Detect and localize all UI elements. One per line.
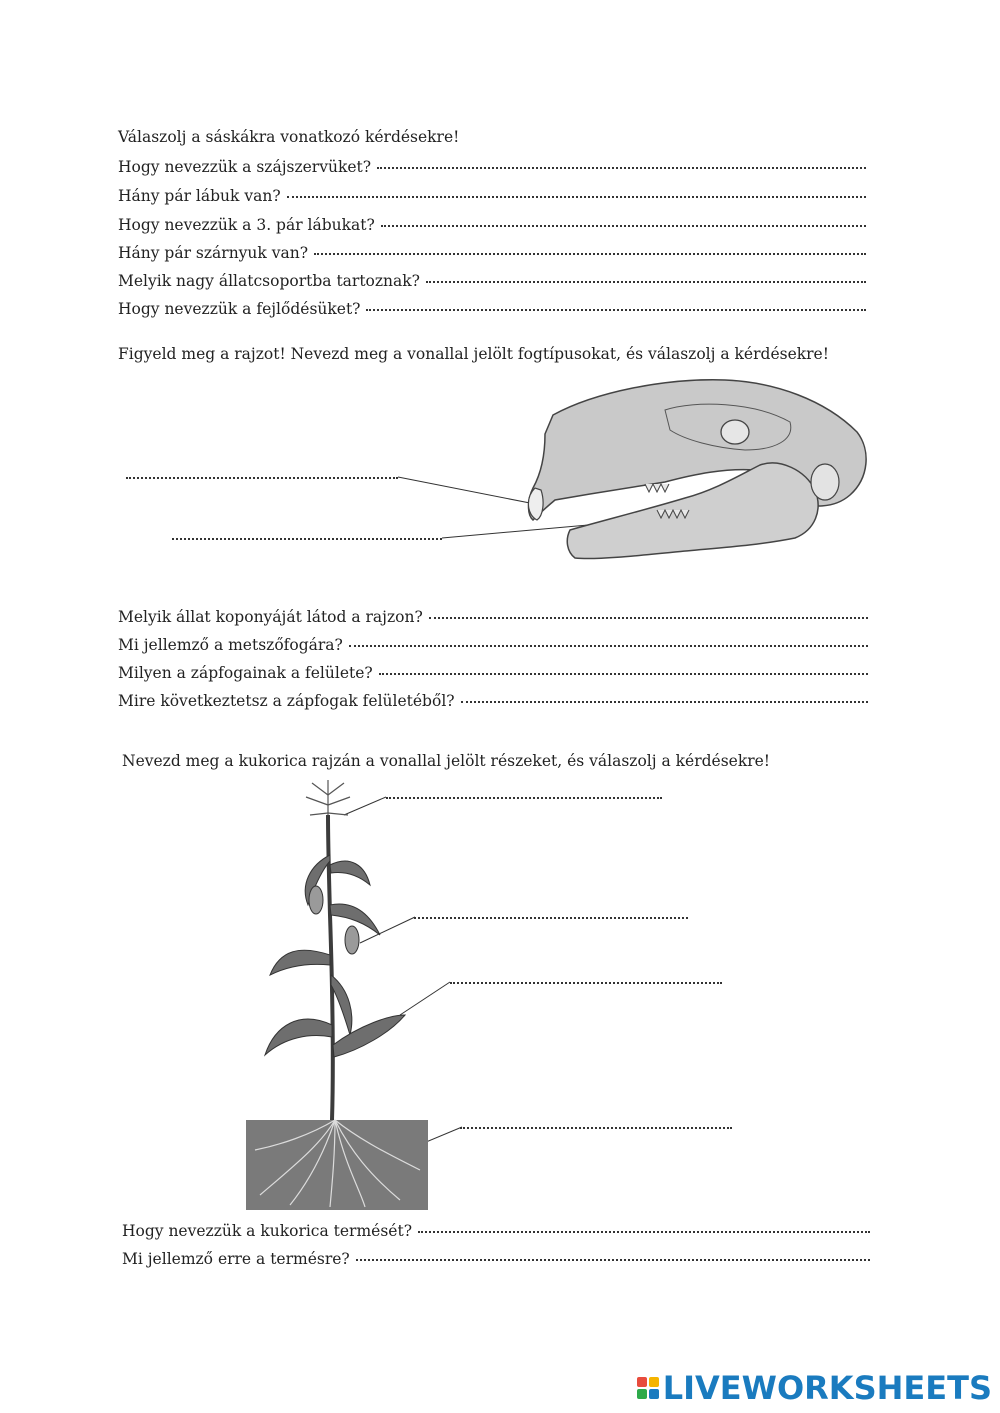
answer-blank[interactable] — [349, 644, 868, 647]
question-text: Hány pár lábuk van? — [118, 187, 281, 205]
question-text: Melyik nagy állatcsoportba tartoznak? — [118, 272, 420, 290]
tooth-label-blank-1[interactable] — [126, 476, 398, 479]
answer-blank[interactable] — [381, 224, 866, 227]
question-text: Hogy nevezzük a 3. pár lábukat? — [118, 216, 375, 234]
logo-square-green — [637, 1389, 647, 1399]
question-line — [118, 692, 868, 710]
corn-label-blank-3[interactable] — [450, 981, 722, 984]
question-line — [118, 664, 868, 682]
question-line — [118, 272, 866, 290]
answer-blank[interactable] — [366, 308, 866, 311]
question-line — [118, 636, 868, 654]
question-line — [118, 158, 866, 176]
answer-blank[interactable] — [356, 1258, 870, 1261]
section1-heading: Válaszolj a sáskákra vonatkozó kérdésekre! — [118, 128, 460, 146]
answer-blank[interactable] — [429, 616, 868, 619]
question-line — [118, 608, 868, 626]
question-text: Hogy nevezzük a szájszervüket? — [118, 158, 372, 176]
section3-heading: Nevezd meg a kukorica rajzán a vonallal jelölt részeket, és válaszolj a kérdésekre! — [122, 752, 771, 770]
answer-blank[interactable] — [418, 1230, 870, 1233]
logo-square-blue — [649, 1389, 659, 1399]
question-text: Milyen a zápfogainak a felülete? — [118, 664, 373, 682]
answer-blank[interactable] — [379, 672, 868, 675]
question-text: Mi jellemző erre a termésre? — [122, 1250, 350, 1268]
corn-plant-illustration — [240, 775, 470, 1215]
answer-blank[interactable] — [377, 166, 866, 169]
question-text: Hogy nevezzük a fejlődésüket? — [118, 300, 361, 318]
answer-blank[interactable] — [461, 700, 868, 703]
question-line — [118, 244, 866, 262]
liveworksheets-brand — [637, 1369, 992, 1407]
liveworksheets-logo-icon — [637, 1377, 659, 1399]
question-text: Hány pár szárnyuk van? — [118, 244, 309, 262]
logo-square-yellow — [649, 1377, 659, 1387]
answer-blank[interactable] — [287, 195, 866, 198]
question-line — [122, 1222, 870, 1240]
question-text: Hogy nevezzük a kukorica termését? — [122, 1222, 413, 1240]
corn-label-blank-4[interactable] — [460, 1126, 732, 1129]
question-text: Melyik állat koponyáját látod a rajzon? — [118, 608, 423, 626]
question-text: Mi jellemző a metszőfogára? — [118, 636, 343, 654]
logo-square-red — [637, 1377, 647, 1387]
skull-illustration — [395, 370, 875, 580]
section2-heading: Figyeld meg a rajzot! Nevezd meg a vonallal jelölt fogtípusokat, és válaszolj a kérdésekre! — [118, 345, 829, 363]
answer-blank[interactable] — [314, 252, 866, 255]
question-line — [118, 216, 866, 234]
answer-blank[interactable] — [426, 280, 866, 283]
question-line — [118, 187, 866, 205]
question-line — [118, 300, 866, 318]
question-line — [122, 1250, 870, 1268]
question-text: Mire következtetsz a zápfogak felületéből? — [118, 692, 455, 710]
brand-text: LIVEWORKSHEETS — [662, 1369, 992, 1407]
